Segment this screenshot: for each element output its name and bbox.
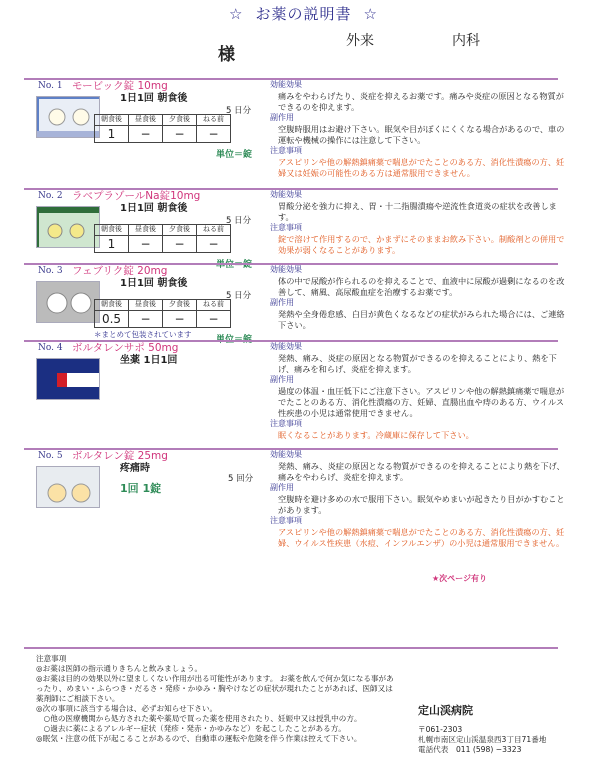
- med-name: ラベプラゾールNa錠10mg: [72, 190, 201, 202]
- side-effect-label: 副作用: [270, 482, 294, 492]
- side-effect-text: 空腹時服用はお避け下さい。眠気や目がぼくにくくなる場合があるので、車の運転や機械の操作には注意して下さい。: [278, 123, 565, 145]
- med-photo: [36, 96, 100, 138]
- footer-notes: 注意事項 ◎お薬は医師の指示通りきちんと飲みましょう。 ◎お薬は目的の効果以外に望ましくない作用が出る可能性があります。 お薬を飲んで何か気になる事があったり、めまい・ふらつき・だるさ・発疹・かゆみ・胸やけなどの症状が現れたことがあれば、医師又は薬剤師にご相談下さい。 ◎次の事項に該当する場合は、必ずお知らせ下さい。 ○他の医療機関から処方された薬や薬局で買った薬を使用されたり、妊娠中又は授乳中の方。 ○過去に薬によるアレルギー症状（発疹・発赤・かゆみなど）を起こしたことがある方。 ◎眠気・注意の低下が起こることがあるので、自動車の運転や危険を伴う作業は控えて下さい。: [36, 654, 396, 744]
- med-photo: [36, 358, 100, 400]
- med-name: ボルタレンサポ 50mg: [72, 342, 179, 354]
- med-number: No. 3: [38, 266, 63, 276]
- side-effect-text: 空腹時を避け多めの水で服用下さい。眠気やめまいが起きたり目がかすむことがあります。: [278, 493, 565, 515]
- dosage-table: [94, 224, 231, 253]
- dose-amount: −: [197, 126, 231, 143]
- dose-time-header: 夕食後: [163, 300, 197, 311]
- footer-line: ◎お薬は医師の指示通りきちんと飲みましょう。: [36, 664, 203, 674]
- hospital-zip: 〒061-2303: [418, 724, 463, 734]
- med-photo: [36, 206, 100, 248]
- footer-line: ◎お薬は目的の効果以外に望ましくない作用が出る可能性があります。 お薬を飲んで何か気になる事があったり、めまい・ふらつき・だるさ・発疹・かゆみ・胸やけなどの症状が現れたことがあれば、医師又は薬剤師にご相談下さい。: [36, 674, 394, 704]
- effect-label: 効能効果: [270, 342, 302, 351]
- effect-label: 効能効果: [270, 450, 302, 459]
- dose-amount: −: [129, 236, 163, 253]
- package-note: ＊まとめて包装されています: [94, 330, 192, 339]
- med-photo: [36, 281, 100, 323]
- dose-time-header: ねる前: [197, 300, 231, 311]
- footer-line: ◎眠気・注意の低下が起こることがあるので、自動車の運転や危険を伴う作業は控えて下さい。: [36, 734, 362, 744]
- side-effect-label: 副作用: [270, 112, 294, 122]
- next-page-note: ★次ページ有り: [432, 574, 488, 583]
- dose-time-header: ねる前: [197, 225, 231, 236]
- dose-time-header: 昼食後: [129, 225, 163, 236]
- med-name: フェブリク錠 20mg: [72, 265, 168, 277]
- caution-label: 注意事項: [270, 515, 302, 525]
- med-number: No. 2: [38, 191, 63, 201]
- dosage-table: [94, 114, 231, 143]
- med-info: [270, 450, 570, 549]
- dose-time-header: ねる前: [197, 115, 231, 126]
- dose-amount: 0.5: [95, 311, 129, 328]
- hospital-address: 札幌市南区定山渓温泉西3丁目71番地: [418, 735, 547, 745]
- dose-time-header: 夕食後: [163, 225, 197, 236]
- unit-label: 単位＝錠: [216, 150, 253, 160]
- caution-text: アスピリンや他の解熱鎮痛薬で喘息がでたことのある方、消化性潰瘍の方、妊婦又は妊娠の可能性のある方は通常服用できません。: [278, 156, 565, 178]
- med-days: 5 日分: [226, 291, 252, 301]
- footer-line: ○他の医療機関から処方された薬や薬局で買った薬を使用されたり、妊娠中又は授乳中の方。: [36, 714, 362, 724]
- side-effect-text: 発熱や全身倦怠感、白目が黄色くなるなどの症状がみられた場合には、ご連絡下さい。: [278, 308, 565, 330]
- effect-text: 胃酸分泌を強力に抑え、胃・十二指腸潰瘍や逆流性食道炎の症状を改善します。: [278, 200, 557, 222]
- effect-text: 体の中で尿酸が作られるのを抑えることで、血液中に尿酸が過剰になるのを改善して、痛風、高尿酸血症を治療するお薬です。: [278, 275, 565, 297]
- med-number: No. 5: [38, 451, 63, 461]
- hospital-info: [418, 704, 546, 756]
- effect-label: 効能効果: [270, 190, 302, 199]
- dose-amount: 1: [95, 236, 129, 253]
- effect-label: 効能効果: [270, 265, 302, 274]
- page-title: ☆ お薬の説明書 ☆: [229, 5, 378, 23]
- dose-amount: −: [197, 311, 231, 328]
- med-dosage: 1日1回 朝食後: [120, 278, 188, 289]
- caution-text: 錠で溶けて作用するので、かまずにそのままお飲み下さい。制酸剤との併用で効果が弱くなることがあります。: [278, 233, 565, 255]
- hospital-tel: 電話代表 011 (598) −3323: [418, 745, 522, 755]
- med-dosage: 1日1回 朝食後: [120, 93, 188, 104]
- department-internal: 内科: [452, 33, 480, 49]
- side-effect-label: 副作用: [270, 374, 294, 384]
- med-info: [270, 190, 570, 256]
- unit-label: 単位＝錠: [216, 260, 253, 270]
- caution-label: 注意事項: [270, 418, 302, 428]
- med-number: No. 4: [38, 343, 63, 353]
- side-effect-label: 副作用: [270, 297, 294, 307]
- caution-label: 注意事項: [270, 145, 302, 155]
- med-info: [270, 342, 570, 441]
- effect-text: 発熱、痛み、炎症の原因となる物質ができるのを抑えることにより、熱を下げ、痛みを和らげ、炎症を抑えます。: [278, 352, 557, 374]
- med-dosage: 1日1回 朝食後: [120, 203, 188, 214]
- dose-time-header: 夕食後: [163, 115, 197, 126]
- dose-amount: 1: [95, 126, 129, 143]
- med-days: 5 日分: [226, 216, 252, 226]
- dose-amount: −: [129, 126, 163, 143]
- med-days: 5 回分: [228, 474, 254, 484]
- effect-label: 効能効果: [270, 80, 302, 89]
- unit-label: 単位＝錠: [216, 335, 253, 345]
- patient-name-suffix: 様: [218, 45, 235, 65]
- dose-time-header: 昼食後: [129, 115, 163, 126]
- med-name: ボルタレン錠 25mg: [72, 450, 168, 462]
- hospital-name: 定山渓病院: [418, 704, 473, 717]
- department-outpatient: 外来: [346, 33, 374, 49]
- med-info: [270, 265, 570, 331]
- med-dose-once: 1回 1錠: [120, 482, 162, 495]
- dose-amount: −: [129, 311, 163, 328]
- caution-text: アスピリンや他の解熱鎮痛薬で喘息がでたことのある方、消化性潰瘍の方、妊婦、ウイルス性疾患（水痘、インフルエンザ）の小児は通常服用できません。: [278, 526, 565, 548]
- caution-label: 注意事項: [270, 222, 302, 232]
- med-photo: [36, 466, 100, 508]
- med-dosage: 坐薬 1日1回: [120, 355, 178, 366]
- dosage-table: [94, 299, 231, 328]
- caution-text: 眠くなることがあります。冷蔵庫に保存して下さい。: [278, 429, 474, 440]
- med-info: [270, 80, 570, 179]
- effect-text: 痛みをやわらげたり、炎症を抑えるお薬です。痛みや炎症の原因となる物質ができるのを抑えます。: [278, 90, 564, 112]
- footer-line: ◎次の事項に該当する場合は、必ずお知らせ下さい。: [36, 704, 218, 714]
- dose-amount: −: [163, 311, 197, 328]
- dose-amount: −: [197, 236, 231, 253]
- dose-amount: −: [163, 236, 197, 253]
- footer-line: ○過去に薬によるアレルギー症状（発疹・発赤・かゆみなど）を起こしたことがある方。: [36, 724, 346, 734]
- med-number: No. 1: [38, 81, 63, 91]
- dose-time-header: 朝食後: [95, 300, 129, 311]
- dose-time-header: 朝食後: [95, 225, 129, 236]
- med-dosage: 疼痛時: [120, 463, 150, 474]
- dose-time-header: 朝食後: [95, 115, 129, 126]
- dose-amount: −: [163, 126, 197, 143]
- footer-divider: [24, 647, 558, 649]
- med-name: モービック錠 10mg: [72, 80, 168, 92]
- med-days: 5 日分: [226, 106, 252, 116]
- side-effect-text: 過度の体温・血圧低下にご注意下さい。アスピリンや他の解熱鎮痛薬で喘息がでたことのある方、消化性潰瘍の方、妊婦、直腸出血や痔のある方、ウイルス性疾患の小児は通常使用できません。: [278, 385, 565, 418]
- dose-time-header: 昼食後: [129, 300, 163, 311]
- effect-text: 発熱、痛み、炎症の原因となる物質ができるのを抑えることにより熱を下げ、痛みをやわらげ、炎症を抑えます。: [278, 460, 565, 482]
